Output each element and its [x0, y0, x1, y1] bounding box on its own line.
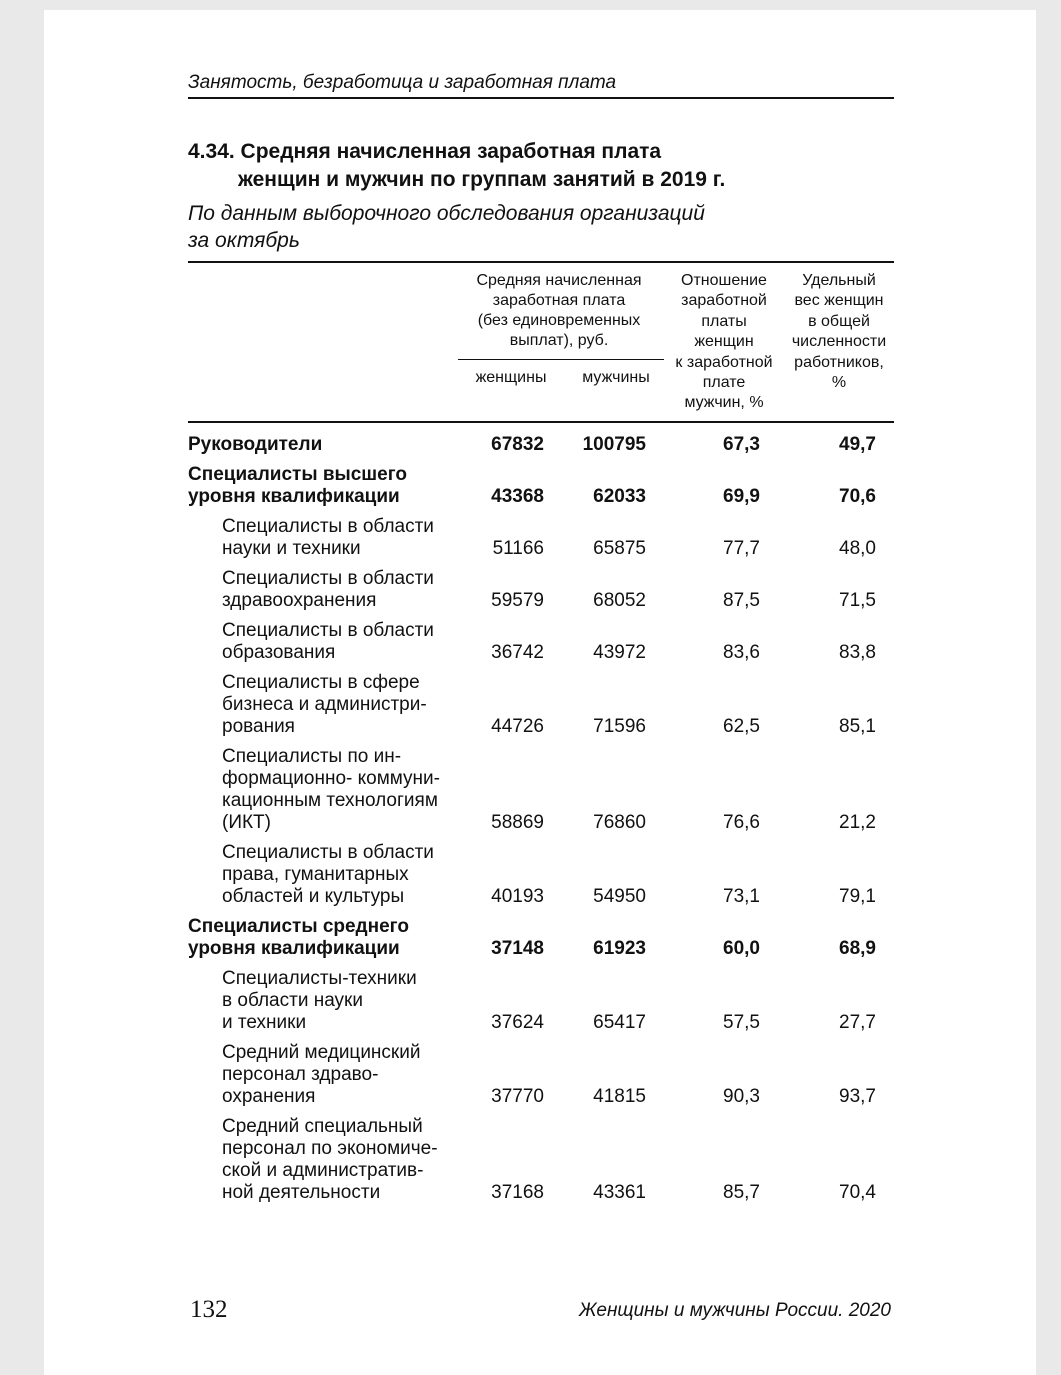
running-head: Занятость, безработица и заработная плата [188, 72, 894, 99]
cell-men: 43361 [593, 1182, 646, 1203]
cell-ratio: 90,3 [723, 1086, 760, 1107]
table-row [188, 461, 894, 513]
cell-ratio: 76,6 [723, 812, 760, 833]
cell-ratio: 73,1 [723, 886, 760, 907]
cell-share: 79,1 [839, 886, 876, 907]
cell-share: 83,8 [839, 642, 876, 663]
cell-women: 37148 [491, 938, 544, 959]
title-line-1: 4.34. Средняя начисленная заработная плата [188, 140, 662, 163]
cell-share: 27,7 [839, 1012, 876, 1033]
page-number: 132 [190, 1296, 228, 1323]
table-subtitle: По данным выборочного обследования организаций за октябрь [188, 202, 705, 252]
table-row [188, 965, 894, 1039]
table-row [188, 1039, 894, 1113]
cell-ratio: 67,3 [723, 434, 760, 455]
cell-ratio: 77,7 [723, 538, 760, 559]
table-row [188, 617, 894, 669]
cell-men: 65875 [593, 538, 646, 559]
cell-men: 100795 [582, 434, 646, 455]
cell-share: 21,2 [839, 812, 876, 833]
header-average-salary: Средняя начисленная заработная плата (без единовременных выплат), руб. [476, 272, 642, 349]
book-title: Женщины и мужчины России. 2020 [578, 1300, 891, 1321]
header-group-rule [458, 359, 664, 360]
cell-women: 37624 [491, 1012, 544, 1033]
cell-share: 93,7 [839, 1086, 876, 1107]
header-ratio: Отношение заработной платы женщин к заработной плате мужчин, % [675, 272, 773, 412]
cell-women: 36742 [491, 642, 544, 663]
cell-men: 71596 [593, 716, 646, 737]
table-body [188, 423, 894, 1209]
row-label: Специалисты в сфере бизнеса и администри- рования [222, 672, 427, 737]
cell-men: 41815 [593, 1086, 646, 1107]
cell-men: 43972 [593, 642, 646, 663]
row-label: Средний специальный персонал по экономиче- ской и административ- ной деятельности [222, 1116, 438, 1203]
salary-table [188, 261, 894, 1209]
cell-share: 71,5 [839, 590, 876, 611]
table-row [188, 1113, 894, 1209]
row-label: Специалисты среднего уровня квалификации [188, 916, 409, 959]
cell-share: 70,4 [839, 1182, 876, 1203]
row-label: Специалисты по ин- формационно- коммуни- кационным технологиям (ИКТ) [222, 746, 440, 833]
table-row [188, 513, 894, 565]
cell-men: 68052 [593, 590, 646, 611]
cell-share: 48,0 [839, 538, 876, 559]
table-row [188, 743, 894, 839]
header-share: Удельный вес женщин в общей численности работников, % [791, 272, 887, 392]
table-header [188, 263, 894, 423]
title-line-2: женщин и мужчин по группам занятий в 2019 г. [238, 168, 726, 191]
cell-women: 40193 [491, 886, 544, 907]
cell-women: 43368 [491, 486, 544, 507]
row-label: Специалисты в области здравоохранения [222, 568, 434, 611]
document-page [44, 10, 1036, 1375]
cell-women: 58869 [491, 812, 544, 833]
cell-ratio: 62,5 [723, 716, 760, 737]
row-label: Средний медицинский персонал здраво- охранения [222, 1042, 421, 1107]
cell-men: 62033 [593, 486, 646, 507]
cell-women: 59579 [491, 590, 544, 611]
cell-women: 44726 [491, 716, 544, 737]
cell-share: 49,7 [839, 434, 876, 455]
cell-ratio: 57,5 [723, 1012, 760, 1033]
cell-share: 70,6 [839, 486, 876, 507]
cell-women: 37168 [491, 1182, 544, 1203]
table-row [188, 669, 894, 743]
cell-men: 65417 [593, 1012, 646, 1033]
cell-women: 51166 [492, 538, 544, 559]
row-label: Руководители [188, 434, 323, 455]
cell-share: 68,9 [839, 938, 876, 959]
cell-share: 85,1 [839, 716, 876, 737]
row-label: Специалисты высшего уровня квалификации [188, 464, 407, 507]
table-row [188, 565, 894, 617]
row-label: Специалисты в области образования [222, 620, 434, 663]
row-label: Специалисты-техники в области науки и техники [222, 968, 417, 1033]
cell-men: 61923 [593, 938, 646, 959]
header-women: женщины [475, 369, 547, 386]
cell-ratio: 69,9 [723, 486, 760, 507]
cell-men: 76860 [593, 812, 646, 833]
table-title [188, 138, 894, 194]
cell-ratio: 87,5 [723, 590, 760, 611]
table-row [188, 839, 894, 913]
cell-women: 37770 [491, 1086, 544, 1107]
table-row [188, 431, 894, 461]
header-men: мужчины [582, 369, 650, 386]
cell-men: 54950 [593, 886, 646, 907]
row-label: Специалисты в области науки и техники [222, 516, 434, 559]
table-row [188, 913, 894, 965]
cell-ratio: 83,6 [723, 642, 760, 663]
cell-ratio: 60,0 [723, 938, 760, 959]
cell-women: 67832 [491, 434, 544, 455]
row-label: Специалисты в области права, гуманитарных областей и культуры [222, 842, 434, 907]
cell-ratio: 85,7 [723, 1182, 760, 1203]
